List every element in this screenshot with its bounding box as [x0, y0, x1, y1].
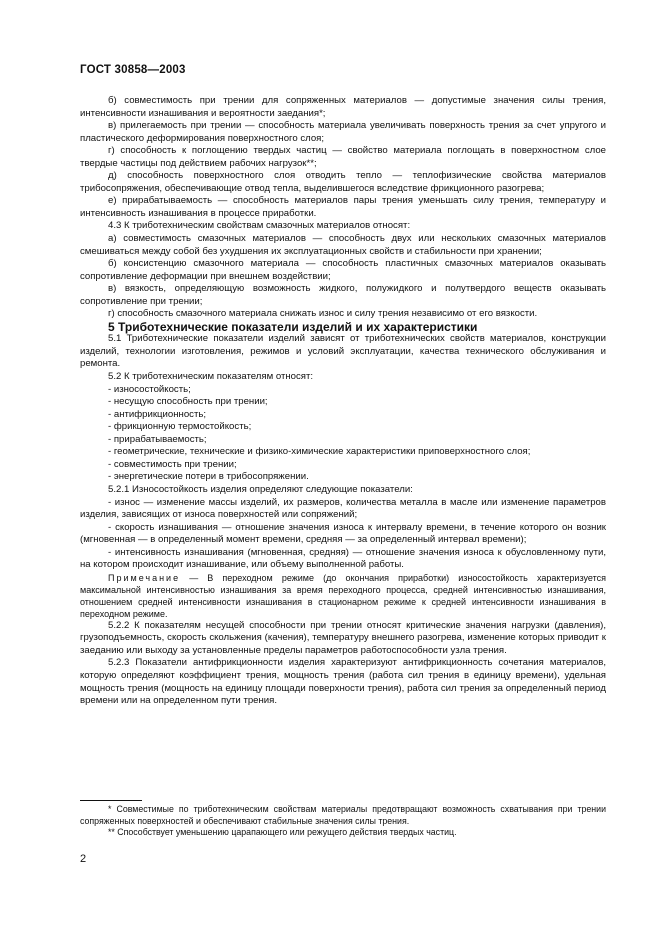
- paragraph: б) совместимость при трении для сопряженных материалов — допустимые значения силы трения, интенсивности изнашивания и вероятности заедания*;: [80, 95, 606, 119]
- list-item: - фрикционную термостойкость;: [108, 421, 252, 433]
- list-item: - скорость изнашивания — отношение значения износа к интервалу времени, в течение которого он возник (мгновенная — в определенный момент времени, средняя — за определенный интервал времени);: [80, 521, 606, 546]
- footnote: * Совместимые по триботехническим свойствам материалы предотвращают возможность схватывания при трении сопряженных поверхностей и обеспечивают стабильные значения силы трения.: [80, 804, 606, 826]
- paragraph: в) вязкость, определяющую возможность жидкого, полужидкого и полутвердого веществ оказывать сопротивление при трении;: [80, 283, 606, 307]
- paragraph: 5.2.1 Износостойкость изделия определяют следующие показатели:: [108, 483, 413, 495]
- list-item: - антифрикционность;: [108, 408, 207, 420]
- paragraph: 5.1 Триботехнические показатели изделий зависят от триботехнических свойств материалов, конструкции изделий, технологии изготовления, режимов и условий эксплуатации, качества технического обслуживания и ремонта.: [80, 333, 606, 370]
- footnote: ** Способствует уменьшению царапающего или режущего действия твердых частиц.: [108, 827, 457, 837]
- list-item: - геометрические, технические и физико-химические характеристики приповерхностного слоя;: [108, 446, 531, 458]
- paragraph: е) прирабатываемость — способность материалов пары трения уменьшать силу трения, температуру и интенсивность изнашивания в процессе приработки.: [80, 195, 606, 219]
- paragraph: г) способность смазочного материала снижать износ и силу трения независимо от его вязкости.: [108, 308, 538, 320]
- page-number: 2: [80, 853, 87, 865]
- note: [80, 572, 606, 620]
- note-label: Примечание: [108, 572, 181, 583]
- list-item: - прирабатываемость;: [108, 433, 207, 445]
- paragraph: г) способность к поглощению твердых частиц — свойство материала поглощать в поверхностном слое твердые частицы под действием рабочих нагрузок**;: [80, 145, 606, 169]
- list-item: - интенсивность изнашивания (мгновенная, средняя) — отношение значения износа к обусловленному пути, на котором происходит изнашивание, или объему выполненной работы.: [80, 546, 606, 571]
- paragraph: а) совместимость смазочных материалов — способность двух или нескольких смазочных материалов смешиваться между собой без ухудшения их эксплуатационных свойств и стабильности при хранении;: [80, 233, 606, 257]
- list-item: - износ — изменение массы изделий, их размеров, количества металла в масле или изменение параметров изделия, зависящих от износа поверхностей или сопряжений;: [80, 496, 606, 521]
- footnotes: [80, 804, 606, 839]
- paragraph: д) способность поверхностного слоя отводить тепло — теплофизические свойства материалов трибосопряжения, обеспечивающие отвод тепла, выделившегося вследствие фрикционного разогрева;: [80, 170, 606, 194]
- main-text: [80, 95, 606, 708]
- note-text: — В переходном режиме (до окончания приработки) износостойкость характеризуется максимальной интенсивностью изнашивания за время переходного процесса, средней интенсивностью изнашивания, отношением средней интенсивности изнашивания в стационарном режиме к средней интенсивности изнашивания в переходном режиме.: [80, 572, 606, 619]
- document-header: ГОСТ 30858—2003: [80, 64, 186, 76]
- footnote-divider: [80, 800, 142, 801]
- paragraph: 5.2.2 К показателям несущей способности при трении относят критические значения нагрузки (давления), грузоподъемность, скорость скольжения (качения), температуру внешнего разогрева, изменение которых приводит к заеданию или выходу за установленные пределы параметров работоспособности узла трения.: [80, 619, 606, 656]
- paragraph: 5.2 К триботехническим показателям относят:: [108, 371, 314, 383]
- paragraph: б) консистенцию смазочного материала — способность пластичных смазочных материалов оказывать сопротивление деформации при внешнем воздействии;: [80, 258, 606, 282]
- paragraph: в) прилегаемость при трении — способность материала увеличивать поверхность трения за счет упругого и пластического деформирования поверхностного слоя;: [80, 120, 606, 144]
- list-item: - износостойкость;: [108, 383, 191, 395]
- list-item: - совместимость при трении;: [108, 458, 237, 470]
- paragraph: 5.2.3 Показатели антифрикционности изделия характеризуют антифрикционность сочетания материалов, которую определяют коэффициент трения, мощность трения (работа сил трения в единицу времени), удельная мощность трения (мощность на единицу площади поверхности трения), работа сил трения за определенный период времени или на определенном пути трения.: [80, 657, 606, 707]
- list-item: - энергетические потери в трибосопряжении.: [108, 471, 309, 483]
- paragraph: 4.3 К триботехническим свойствам смазочных материалов относят:: [108, 220, 411, 232]
- section-heading: 5 Триботехнические показатели изделий и их характеристики: [108, 319, 478, 334]
- list-item: - несущую способность при трении;: [108, 396, 268, 408]
